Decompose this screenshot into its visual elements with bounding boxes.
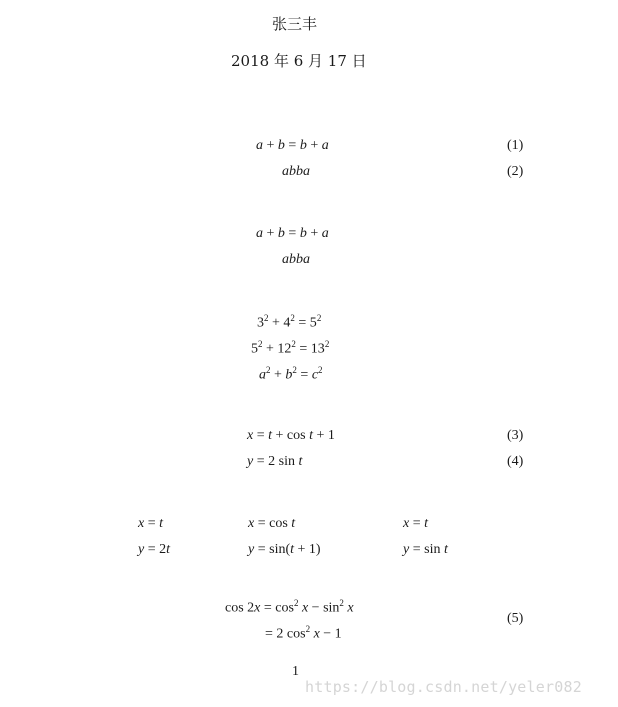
equation-col2-row2: y = sin(t + 1) xyxy=(248,542,321,557)
document-date: 2018 年 6 月 17 日 xyxy=(231,52,367,70)
equation-2: abba xyxy=(282,164,310,179)
equation-5-line1: $\cos 2x = \cos^2 x - \sin^2 x$ xyxy=(225,598,354,616)
equation-col1-row1: x = t xyxy=(138,516,164,531)
equation-number-4: (4) xyxy=(507,454,524,469)
equation-5-line2: = 2 $\cos^2 x - 1$ xyxy=(265,624,342,642)
author-name: 张三丰 xyxy=(272,15,318,33)
equation-number-1: (1) xyxy=(507,138,524,153)
equation-number-3: (3) xyxy=(507,428,524,443)
equation-col3-row2: y = sin t xyxy=(403,542,448,557)
equation-col3-row1: x = t xyxy=(403,516,429,531)
equation-unnumbered-1: a + b = b + a xyxy=(256,226,329,241)
equation-pythagorean-2: $5^2 + 12^2 = 13^2$ xyxy=(251,339,330,357)
watermark-text: https://blog.csdn.net/yeler082 xyxy=(305,678,582,696)
equation-pythagorean-3: $a^2 + b^2 = c^2$ xyxy=(259,365,323,383)
equation-unnumbered-2: abba xyxy=(282,252,310,267)
equation-col2-row1: x = cos t xyxy=(248,516,296,531)
equation-3: x = t + cos t + 1 xyxy=(247,428,335,443)
equation-col1-row2: y = 2t xyxy=(138,542,171,557)
equation-4: y = 2 sin t xyxy=(247,454,303,469)
page-number: 1 xyxy=(292,664,299,679)
equation-pythagorean-1: $3^2 + 4^2 = 5^2$ xyxy=(257,313,322,331)
equation-number-2: (2) xyxy=(507,164,524,179)
equation-number-5: (5) xyxy=(507,611,524,626)
equation-1: a + b = b + a xyxy=(256,138,329,153)
